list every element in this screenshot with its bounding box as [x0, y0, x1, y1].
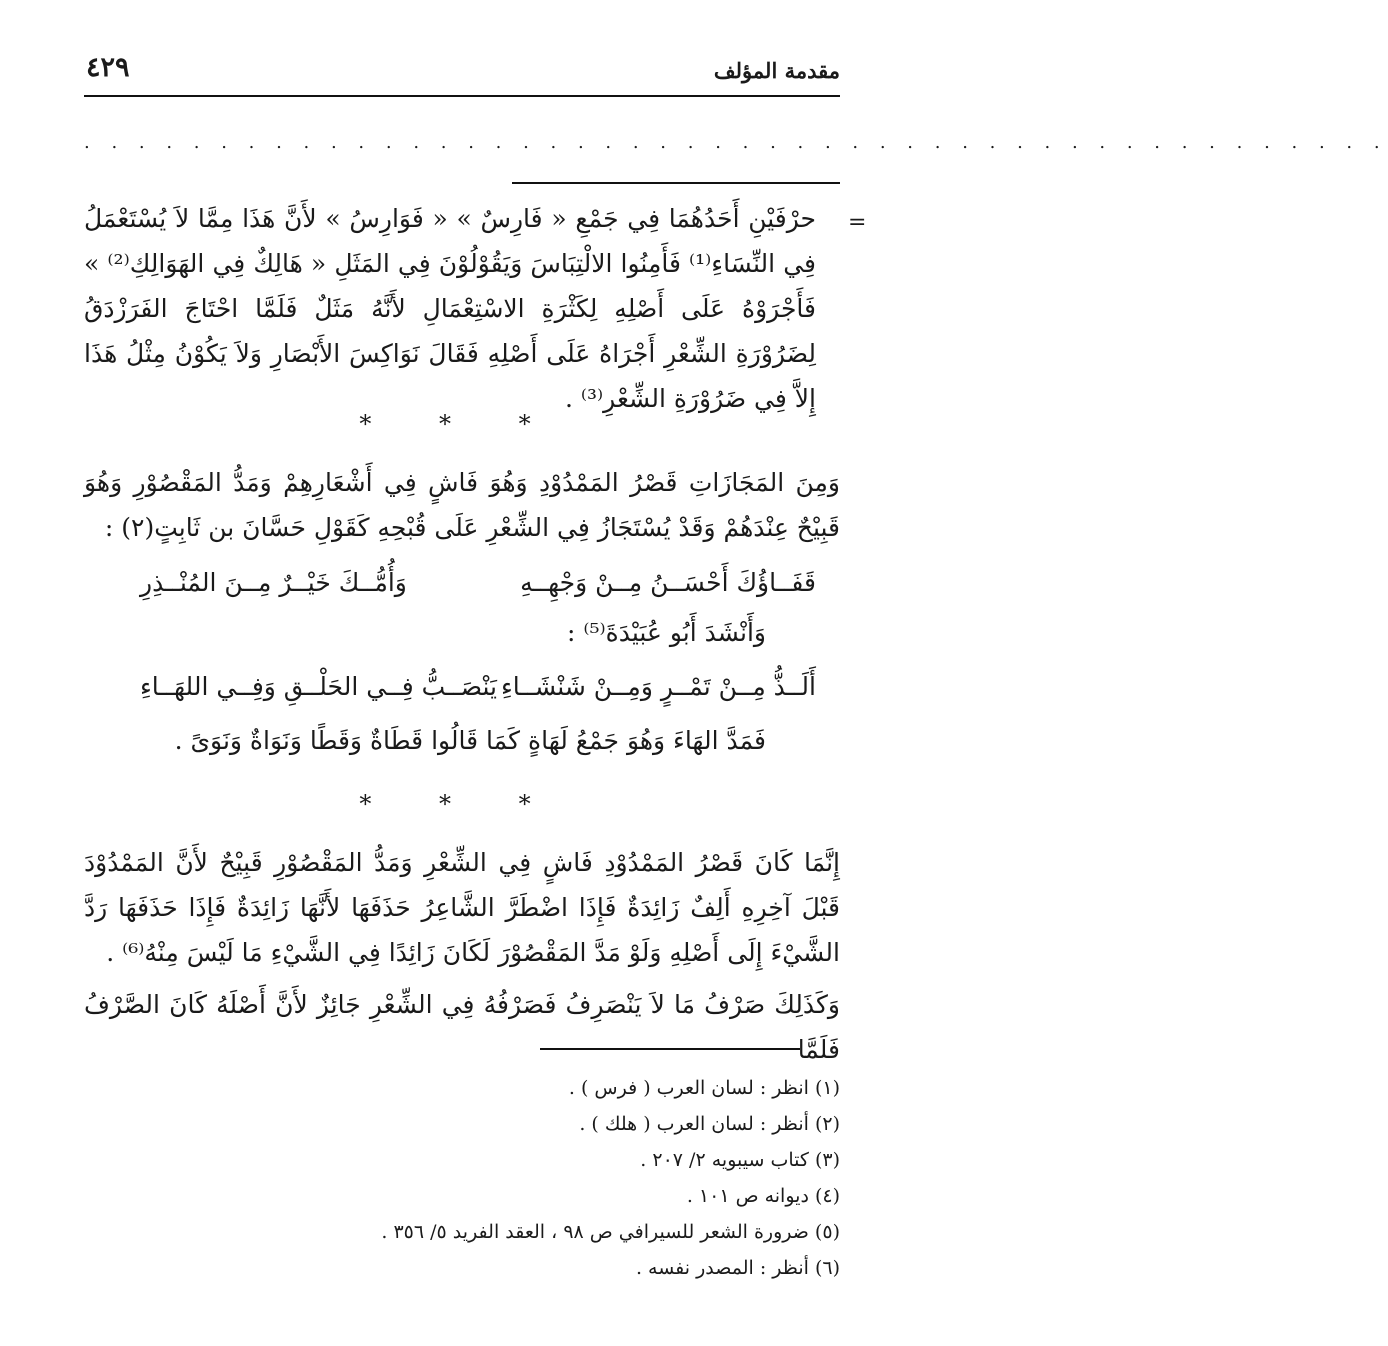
continuation-rule: [512, 182, 840, 184]
paragraph-4: وَكَذَلِكَ صَرْفُ مَا لاَ يَنْصَرِفُ فَصَرْفُهُ فِي الشِّعْرِ جَائِزٌ لأَنَّ أَصْلَهُ كَانَ الصَّرْفُ فَلَمَّا: [84, 990, 840, 1064]
verse-2-first-hemistich: أَلَــذُّ مِــنْ تَمْــرٍ وَمِــنْ شَنْشَــاءِ: [500, 672, 816, 701]
verse-2-intro: وَأَنْشَدَ أَبُو عُبَيْدَةَ⁽⁵⁾ :: [566, 618, 766, 647]
footnotes: [381, 1070, 840, 1286]
footnote-item: (٣) كتاب سيبويه ٢/ ٢٠٧ .: [640, 1149, 840, 1171]
page-number: ٤٢٩: [86, 52, 130, 83]
paragraph-3: إِنَّمَا كَانَ قَصْرُ المَمْدُوْدِ فَاشٍ فِي الشِّعْرِ وَمَدُّ المَقْصُوْرِ قَبِيْحٌ لأَنَّ المَمْدُوْدَ قَبْلَ آخِرِهِ أَلِفٌ زَائِدَةٌ فَإِذَا اضْطَرَّ الشَّاعِرُ حَذَفَهَا لأَنَّهَا زَائِدَةٌ فَإِذَا حَذَفَهَا رَدَّ الشَّيْءَ إِلَى أَصْلِهِ وَلَوْ مَدَّ المَقْصُوْرَ لَكَانَ زَائِدًا فِي الشَّيْءِ مَا لَيْسَ مِنْهُ⁽⁶⁾ .: [84, 848, 840, 967]
verse-2-second-hemistich: يَنْصَــبُّ فِــي الحَلْــقِ وَفِــي اللهَــاءِ: [140, 672, 497, 701]
footnote-item: (٥) ضرورة الشعر للسيرافي ص ٩٨ ، العقد الفريد ٥/ ٣٥٦ .: [381, 1221, 840, 1243]
footnote-rule: [540, 1048, 800, 1050]
footnote-item: (٢) أنظر : لسان العرب ( هلك ) .: [579, 1113, 840, 1135]
header-rule: [84, 95, 840, 97]
continuation-mark: =: [848, 210, 867, 235]
footnote-item: (٦) أنظر : المصدر نفسه .: [635, 1257, 840, 1279]
footnote-item: (٤) ديوانه ص ١٠١ .: [686, 1185, 840, 1207]
footnote-item: (١) انظر : لسان العرب ( فرس ) .: [568, 1077, 840, 1099]
verse-2-note: فَمَدَّ الهَاءَ وَهُوَ جَمْعُ لَهَاةٍ كَمَا قَالُوا قَطَاةٌ وَقَطًا وَنَوَاةٌ وَنَوَىً .: [174, 726, 766, 755]
verse-1-first-hemistich: قَفَــاؤُكَ أَحْسَــنُ مِــنْ وَجْهِــهِ: [520, 568, 816, 597]
dotted-separator: . . . . . . . . . . . . . . . . . . . . . . . . . . . . . . . . . . . . . . . . . . . . . . . .: [84, 132, 1388, 153]
paragraph-2: وَمِنَ المَجَازَاتِ قَصْرُ المَمْدُوْدِ وَهُوَ فَاشٍ فِي أَشْعَارِهِمْ وَمَدُّ المَقْصُوْرِ وَهُوَ قَبِيْحٌ عِنْدَهُمْ وَقَدْ يُسْتَجَازُ فِي الشِّعْرِ عَلَى قُبْحِهِ كَقَوْلِ حَسَّانَ بن ثَابِتٍ(٢) :: [84, 468, 840, 542]
running-header-title: مقدمة المؤلف: [713, 58, 840, 83]
section-separator: * * *: [359, 410, 561, 438]
verse-1-second-hemistich: وَأُمُّــكَ خَيْــرٌ مِــنَ المُنْــذِرِ: [140, 568, 407, 597]
paragraph-continued: حرْفَيْنِ أَحَدُهُمَا فِي جَمْعِ « فَارِسٌ » « فَوَارِسُ » لأَنَّ هَذَا مِمَّا لاَ يُسْتَعْمَلُ فِي النِّسَاءِ⁽¹⁾ فَأَمِنُوا الالْتِبَاسَ وَيَقُوْلُوْنَ فِي المَثَلِ « هَالِكٌ فِي الهَوَالِكِ⁽²⁾ » فَأَجْرَوْهُ عَلَى أَصْلِهِ لِكَثْرَةِ الاسْتِعْمَالِ لأَنَّهُ مَثَلٌ فَلَمَّا احْتَاجَ الفَرَزْدَقُ لِضَرُوْرَةِ الشِّعْرِ أَجْرَاهُ عَلَى أَصْلِهِ فَقَالَ نَوَاكِسَ الأَبْصَارِ وَلاَ يَكُوْنُ مِثْلُ هَذَا إِلاَّ فِي ضَرُوْرَةِ الشِّعْرِ⁽³⁾ .: [84, 204, 816, 413]
section-separator-2: * * *: [359, 790, 561, 818]
